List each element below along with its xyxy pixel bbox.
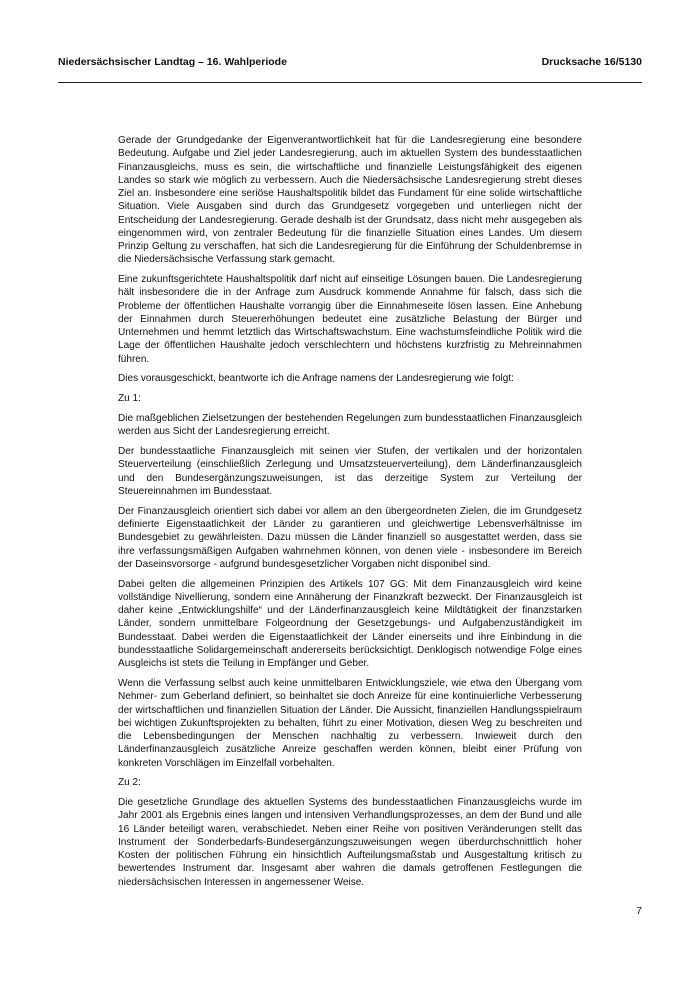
header-divider	[58, 82, 642, 83]
paragraph-2: Eine zukunftsgerichtete Haushaltspolitik darf nicht auf einseitige Lösungen bauen. Die Landesregierung hält insbesondere die in der Anfrage zum Ausdruck kommende Annahme für falsch, dass sich die Probleme der öffentlichen Haushalte vorrangig über die Einnahmeseite lösen lassen. Eine Anhebung der Einnahmen durch Steuererhöhungen bedeutet eine zusätzliche Belastung der Bürger und Unternehmen und hemmt letztlich das Wirtschaftswachstum. Eine wachstumsfeindliche Politik wird die Lage der öffentlichen Haushalte jedoch verschlechtern und höchstens kurzfristig zu Mehreinnahmen führen.	[118, 274, 582, 365]
header-document-number: Drucksache 16/5130	[541, 56, 642, 68]
paragraph-8: Dabei gelten die allgemeinen Prinzipien des Artikels 107 GG: Mit dem Finanzausgleich wird keine vollständige Nivellierung, sondern eine Annäherung der Finanzkraft bezweckt. Der Finanzausgleich ist daher keine „Entwicklungshilfe“ und der Länderfinanzausgleich keine Mildtätigkeit der finanzstarken Länder, sondern unmittelbare Folgeordnung der Gesetzgebungs- und Aufgabenzuständigkeit im Bundesstaat. Dabei werden die Eigenstaatlichkeit der Länder einerseits und ihre Einbindung in die bundesstaatliche Solidargemeinschaft andererseits berücksichtigt. Denklogisch notwendige Folge eines Ausgleichs ist stets die Teilung in Empfänger und Geber.	[118, 578, 582, 670]
paragraph-1: Gerade der Grundgedanke der Eigenverantwortlichkeit hat für die Landesregierung eine besondere Bedeutung. Aufgabe und Ziel jeder Landesregierung, auch im aktuellen System des bundesstaatlichen Finanzausgleichs, muss es sein, die wirtschaftliche und finanzielle Leistungsfähigkeit des eigenen Landes so stark wie möglich zu verbessern. Auch die Niedersächsische Landesregierung strebt dieses Ziel an. Insbesondere eine seriöse Haushaltspolitik bildet das Fundament für eine solide wirtschaftliche Situation. Viele Ausgaben sind durch das Grundgesetz vorgegeben und unterliegen nicht der Entscheidung der Landesregierung. Gerade deshalb ist der Grundsatz, dass nicht mehr ausgegeben als eingenommen wird, von zentraler Bedeutung für die finanzielle Situation eines Landes. Um diesem Prinzip Geltung zu verschaffen, hat sich die Landesregierung für die Einführung der Schuldenbremse in die Niedersächsische Verfassung stark gemacht.	[118, 135, 582, 266]
header-publication-title: Niedersächsischer Landtag – 16. Wahlperiode	[58, 56, 287, 68]
paragraph-3: Dies vorausgeschickt, beantworte ich die Anfrage namens der Landesregierung wie folgt:	[118, 373, 514, 385]
section-heading-zu-1: Zu 1:	[118, 393, 141, 405]
paragraph-11: Die gesetzliche Grundlage des aktuellen Systems des bundesstaatlichen Finanzausgleichs wurde im Jahr 2001 als Ergebnis eines langen und intensiven Verhandlungsprozesses, an dem der Bund und alle 16 Länder beteiligt waren, verabschiedet. Neben einer Reihe von positiven Veränderungen stellt das Instrument der Sonderbedarfs-Bundesergänzungszuweisungen wegen überdurchschnittlich hoher Kosten der politischen Führung ein hinsichtlich Aufteilungsmaßstab und Ausgestaltung kritisch zu bewertendes Instrument dar. Insgesamt aber wahren die damals getroffenen Festlegungen die niedersächsischen Interessen in angemessener Weise.	[118, 797, 582, 888]
body-text	[118, 134, 582, 896]
paragraph-9: Wenn die Verfassung selbst auch keine unmittelbaren Entwicklungsziele, wie etwa den Übergang vom Nehmer- zum Geberland definiert, so beinhaltet sie doch Anreize für eine kontinuierliche Verbesserung der wirtschaftlichen und finanziellen Situation der Länder. Die Aussicht, finanziellen Handlungsspielraum bei wichtigen Zukunftsprojekten zu behalten, führt zu einer Motivation, diesen Weg zu beschreiten und die Lebensbedingungen der Menschen nachhaltig zu verbessern. Inwieweit durch den Länderfinanzausgleich zusätzliche Anreize geschaffen werden können, bleibt einer Prüfung von konkreten Vorschlägen im Einzelfall vorbehalten.	[118, 678, 582, 769]
page-header	[58, 56, 642, 72]
page-number: 7	[636, 905, 642, 917]
paragraph-7: Der Finanzausgleich orientiert sich dabei vor allem an den übergeordneten Zielen, die im Grundgesetz definierte Eigenstaatlichkeit der Länder zu garantieren und gleichwertige Lebensverhältnisse im Bundesgebiet zu gewährleisten. Dazu müssen die Länder finanziell so ausgestattet werden, dass sie ihre verfassungsmäßigen Aufgaben wahrnehmen können, von denen viele - insbesondere im Bereich der Daseinsvorsorge - aufgrund bundesgesetzlicher Vorgaben nicht disponibel sind.	[118, 505, 582, 570]
paragraph-6: Der bundesstaatliche Finanzausgleich mit seinen vier Stufen, der vertikalen und der horizontalen Steuerverteilung (einschließlich Zerlegung und Umsatzsteuerverteilung), dem Länderfinanzausgleich und den Bundesergänzungszuweisungen, ist das derzeitige System zur Verteilung der Steuereinnahmen im Bundesstaat.	[118, 446, 582, 497]
paragraph-5: Die maßgeblichen Zielsetzungen der bestehenden Regelungen zum bundesstaatlichen Finanzausgleich werden aus Sicht der Landesregierung erreicht.	[118, 413, 582, 438]
section-heading-zu-2: Zu 2:	[118, 777, 141, 789]
